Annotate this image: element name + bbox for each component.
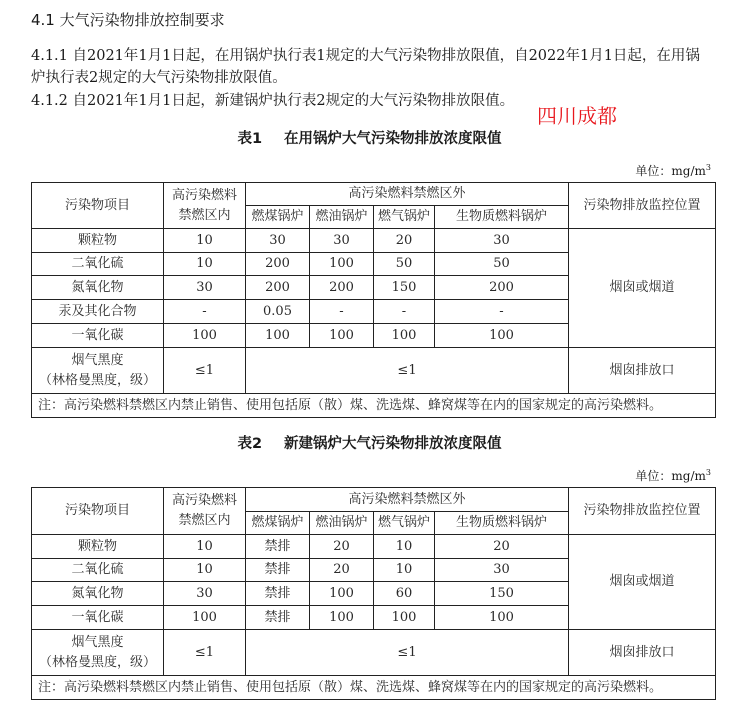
smoke-item-l1: 烟气黑度	[71, 352, 124, 368]
cell-coal: 100	[246, 324, 310, 348]
cell-item: 氮氧化物	[32, 276, 164, 300]
table2-caption	[0, 432, 739, 453]
smoke-item-l2: （林格曼黑度，级）	[38, 372, 156, 388]
cell-coal: 200	[246, 253, 310, 276]
header-pollutant: 污染物项目	[32, 183, 164, 229]
cell-coal: 0.05	[246, 300, 310, 324]
cell-inside: 30	[164, 582, 246, 606]
cell-smoke-inside: ≤1	[164, 630, 246, 676]
header-biomass-boiler: 生物质燃料锅炉	[435, 206, 569, 229]
table1-note: 注：高污染燃料禁燃区内禁止销售、使用包括原（散）煤、洗选煤、蜂窝煤等在内的国家规定的高污染燃料。	[32, 394, 716, 418]
cell-smoke-item	[32, 348, 164, 394]
cell-gas: 150	[374, 276, 435, 300]
cell-biomass: 30	[435, 229, 569, 253]
cell-oil: 200	[310, 276, 374, 300]
cell-inside: -	[164, 300, 246, 324]
cell-coal: 禁排	[246, 535, 310, 559]
table1-caption	[0, 127, 739, 148]
cell-biomass: 50	[435, 253, 569, 276]
table1-title: 在用锅炉大气污染物排放浓度限值	[284, 131, 502, 147]
watermark-label: 四川成都	[537, 104, 617, 128]
header-oil-boiler: 燃油锅炉	[310, 512, 374, 535]
cell-item: 一氧化碳	[32, 606, 164, 630]
table-row	[32, 229, 716, 253]
cell-inside: 100	[164, 324, 246, 348]
header-inside-zone	[164, 183, 246, 229]
cell-biomass: 20	[435, 535, 569, 559]
cell-smoke-inside: ≤1	[164, 348, 246, 394]
cell-oil: 100	[310, 253, 374, 276]
section-heading: 4.1 大气污染物排放控制要求	[31, 11, 225, 29]
header-pollutant: 污染物项目	[32, 488, 164, 535]
header-monitor-location: 污染物排放监控位置	[569, 488, 716, 535]
header-coal-boiler: 燃煤锅炉	[246, 512, 310, 535]
header-biomass-boiler: 生物质燃料锅炉	[435, 512, 569, 535]
cell-inside: 10	[164, 535, 246, 559]
cell-item: 颗粒物	[32, 229, 164, 253]
cell-biomass: 150	[435, 582, 569, 606]
cell-biomass: 200	[435, 276, 569, 300]
cell-inside: 100	[164, 606, 246, 630]
paragraph-4-1-2: 4.1.2 自2021年1月1日起，新建锅炉执行表2规定的大气污染物排放限值。	[31, 93, 515, 109]
cell-inside: 10	[164, 253, 246, 276]
cell-coal: 禁排	[246, 559, 310, 582]
cell-gas: 60	[374, 582, 435, 606]
cell-item: 颗粒物	[32, 535, 164, 559]
cell-coal: 禁排	[246, 606, 310, 630]
cell-smoke-monitor: 烟囱排放口	[569, 348, 716, 394]
unit-text: 单位：mg/m	[635, 164, 706, 178]
cell-inside: 10	[164, 229, 246, 253]
header-monitor-location: 污染物排放监控位置	[569, 183, 716, 229]
header-inside-l2: 禁燃区内	[178, 513, 231, 528]
cell-biomass: 100	[435, 324, 569, 348]
table2-number: 表2	[237, 436, 263, 452]
cell-biomass: 30	[435, 559, 569, 582]
cell-oil: -	[310, 300, 374, 324]
cell-smoke-monitor: 烟囱排放口	[569, 630, 716, 676]
cell-smoke-item	[32, 630, 164, 676]
cell-inside: 30	[164, 276, 246, 300]
cell-smoke-outside: ≤1	[246, 630, 569, 676]
cell-monitor-main: 烟囱或烟道	[569, 535, 716, 630]
cell-smoke-outside: ≤1	[246, 348, 569, 394]
table2-unit	[635, 467, 711, 484]
unit-text: 单位：mg/m	[635, 469, 706, 483]
table-row-smoke	[32, 348, 716, 394]
cell-oil: 20	[310, 535, 374, 559]
table-row	[32, 535, 716, 559]
cell-gas: 20	[374, 229, 435, 253]
cell-gas: -	[374, 300, 435, 324]
table2-emission-limits	[31, 487, 716, 700]
cell-oil: 100	[310, 324, 374, 348]
header-coal-boiler: 燃煤锅炉	[246, 206, 310, 229]
cell-oil: 100	[310, 606, 374, 630]
header-outside-zone: 高污染燃料禁燃区外	[246, 183, 569, 206]
header-inside-l1: 高污染燃料	[171, 493, 237, 508]
cell-coal: 禁排	[246, 582, 310, 606]
cell-coal: 200	[246, 276, 310, 300]
cell-gas: 10	[374, 559, 435, 582]
cell-gas: 10	[374, 535, 435, 559]
smoke-item-l1: 烟气黑度	[71, 634, 124, 650]
header-inside-l1: 高污染燃料	[171, 187, 237, 203]
header-inside-zone	[164, 488, 246, 535]
table1-unit	[635, 162, 711, 179]
paragraph-4-1-1-line1: 4.1.1 自2021年1月1日起，在用锅炉执行表1规定的大气污染物排放限值，自2022年1月1日起，在用锅	[31, 48, 700, 64]
unit-superscript: 3	[705, 468, 711, 477]
cell-oil: 20	[310, 559, 374, 582]
smoke-item-l2: （林格曼黑度，级）	[38, 654, 156, 670]
cell-inside: 10	[164, 559, 246, 582]
cell-coal: 30	[246, 229, 310, 253]
cell-item: 汞及其化合物	[32, 300, 164, 324]
cell-item: 二氧化硫	[32, 253, 164, 276]
header-oil-boiler: 燃油锅炉	[310, 206, 374, 229]
cell-oil: 30	[310, 229, 374, 253]
table2-title: 新建锅炉大气污染物排放浓度限值	[284, 436, 502, 452]
table1-number: 表1	[237, 131, 263, 147]
paragraph-4-1-1-line2: 炉执行表2规定的大气污染物排放限值。	[31, 70, 287, 86]
table2-note: 注：高污染燃料禁燃区内禁止销售、使用包括原（散）煤、洗选煤、蜂窝煤等在内的国家规定的高污染燃料。	[32, 676, 716, 700]
unit-superscript: 3	[705, 163, 711, 172]
cell-gas: 100	[374, 606, 435, 630]
cell-biomass: -	[435, 300, 569, 324]
cell-gas: 50	[374, 253, 435, 276]
cell-item: 氮氧化物	[32, 582, 164, 606]
header-outside-zone: 高污染燃料禁燃区外	[246, 488, 569, 512]
cell-item: 二氧化硫	[32, 559, 164, 582]
cell-oil: 100	[310, 582, 374, 606]
header-inside-l2: 禁燃区内	[178, 207, 231, 223]
table-row-smoke	[32, 630, 716, 676]
cell-gas: 100	[374, 324, 435, 348]
header-gas-boiler: 燃气锅炉	[374, 512, 435, 535]
cell-item: 一氧化碳	[32, 324, 164, 348]
cell-monitor-main: 烟囱或烟道	[569, 229, 716, 348]
header-gas-boiler: 燃气锅炉	[374, 206, 435, 229]
table1-emission-limits	[31, 182, 716, 418]
cell-biomass: 100	[435, 606, 569, 630]
